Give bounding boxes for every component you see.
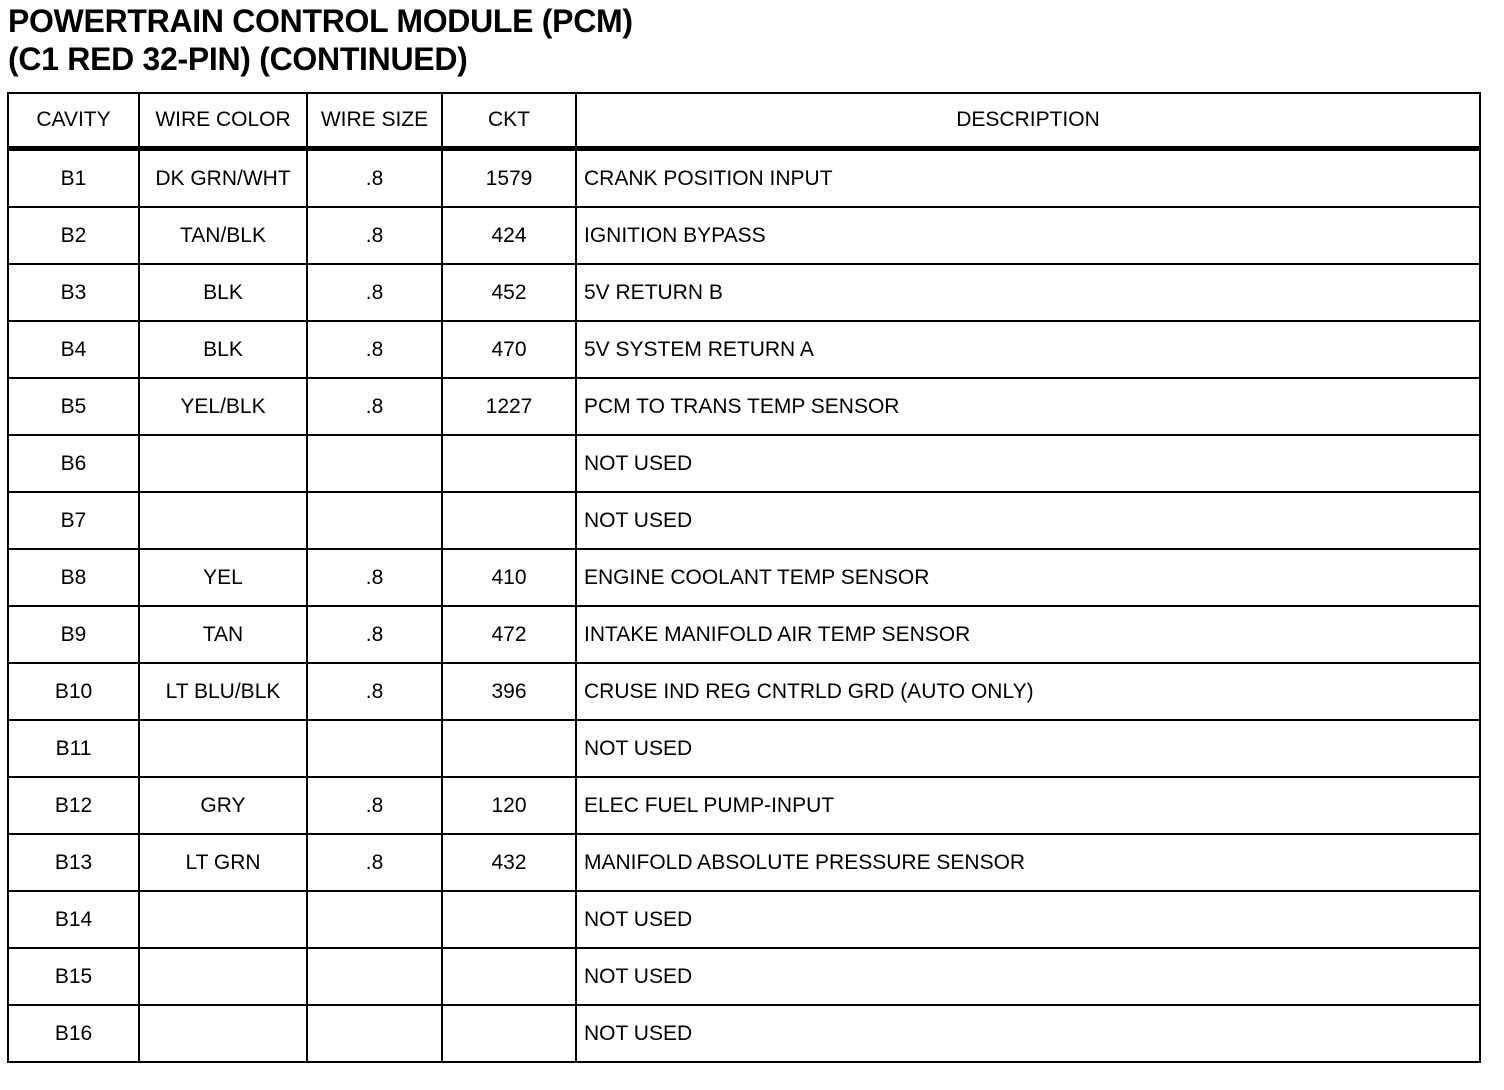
cell-description: CRANK POSITION INPUT [576, 149, 1480, 208]
page-title-line-1: POWERTRAIN CONTROL MODULE (PCM) [8, 3, 633, 39]
cell-cavity: B9 [8, 606, 139, 663]
cell-cavity: B15 [8, 948, 139, 1005]
cell-cavity: B14 [8, 891, 139, 948]
page-title [8, 2, 633, 78]
cell-wire-size: .8 [307, 207, 442, 264]
cell-ckt: 470 [442, 321, 576, 378]
cell-description: NOT USED [576, 435, 1480, 492]
table-row [8, 606, 1480, 663]
cell-ckt [442, 948, 576, 1005]
cell-description: NOT USED [576, 492, 1480, 549]
cell-wire-color [139, 492, 307, 549]
cell-ckt: 396 [442, 663, 576, 720]
cell-cavity: B3 [8, 264, 139, 321]
cell-wire-size [307, 891, 442, 948]
page-title-line-2: (C1 RED 32-PIN) (CONTINUED) [8, 41, 468, 77]
cell-wire-size: .8 [307, 149, 442, 208]
pin-out-table [7, 92, 1481, 1063]
cell-description: INTAKE MANIFOLD AIR TEMP SENSOR [576, 606, 1480, 663]
cell-cavity: B2 [8, 207, 139, 264]
table-row [8, 264, 1480, 321]
table-row [8, 891, 1480, 948]
table-row [8, 948, 1480, 1005]
table-row [8, 378, 1480, 435]
cell-wire-size: .8 [307, 321, 442, 378]
cell-ckt: 424 [442, 207, 576, 264]
cell-ckt: 432 [442, 834, 576, 891]
cell-cavity: B10 [8, 663, 139, 720]
cell-description: ENGINE COOLANT TEMP SENSOR [576, 549, 1480, 606]
header-ckt: CKT [442, 93, 576, 149]
cell-wire-color: TAN [139, 606, 307, 663]
cell-ckt [442, 435, 576, 492]
cell-wire-color: LT BLU/BLK [139, 663, 307, 720]
cell-cavity: B6 [8, 435, 139, 492]
table-row [8, 663, 1480, 720]
cell-wire-color: BLK [139, 264, 307, 321]
cell-cavity: B1 [8, 149, 139, 208]
cell-cavity: B4 [8, 321, 139, 378]
header-wire-color: WIRE COLOR [139, 93, 307, 149]
table-row [8, 207, 1480, 264]
cell-wire-size [307, 720, 442, 777]
cell-wire-size: .8 [307, 264, 442, 321]
cell-wire-size: .8 [307, 606, 442, 663]
cell-description: 5V RETURN B [576, 264, 1480, 321]
cell-description: PCM TO TRANS TEMP SENSOR [576, 378, 1480, 435]
table-header [8, 93, 1480, 149]
cell-wire-size [307, 492, 442, 549]
cell-wire-size [307, 1005, 442, 1062]
cell-wire-color: BLK [139, 321, 307, 378]
table-row [8, 777, 1480, 834]
header-wire-size: WIRE SIZE [307, 93, 442, 149]
cell-wire-size [307, 435, 442, 492]
cell-ckt [442, 492, 576, 549]
cell-wire-size: .8 [307, 663, 442, 720]
cell-wire-color [139, 1005, 307, 1062]
cell-ckt: 472 [442, 606, 576, 663]
cell-wire-color [139, 435, 307, 492]
cell-wire-size [307, 948, 442, 1005]
cell-description: 5V SYSTEM RETURN A [576, 321, 1480, 378]
cell-wire-color: YEL [139, 549, 307, 606]
table-row [8, 549, 1480, 606]
cell-cavity: B16 [8, 1005, 139, 1062]
header-description: DESCRIPTION [576, 93, 1480, 149]
cell-description: CRUSE IND REG CNTRLD GRD (AUTO ONLY) [576, 663, 1480, 720]
cell-description: NOT USED [576, 891, 1480, 948]
cell-ckt: 410 [442, 549, 576, 606]
cell-wire-color: GRY [139, 777, 307, 834]
cell-ckt: 452 [442, 264, 576, 321]
cell-ckt [442, 720, 576, 777]
cell-wire-size: .8 [307, 834, 442, 891]
table-row [8, 834, 1480, 891]
cell-wire-color [139, 948, 307, 1005]
cell-ckt: 1579 [442, 149, 576, 208]
cell-cavity: B12 [8, 777, 139, 834]
cell-wire-color [139, 720, 307, 777]
table-row [8, 149, 1480, 208]
cell-wire-size: .8 [307, 549, 442, 606]
cell-wire-color: YEL/BLK [139, 378, 307, 435]
cell-cavity: B8 [8, 549, 139, 606]
cell-wire-color: LT GRN [139, 834, 307, 891]
table-row [8, 1005, 1480, 1062]
table-row [8, 321, 1480, 378]
cell-wire-color: DK GRN/WHT [139, 149, 307, 208]
cell-description: NOT USED [576, 948, 1480, 1005]
cell-cavity: B5 [8, 378, 139, 435]
table-row [8, 435, 1480, 492]
table-body [8, 149, 1480, 1063]
cell-cavity: B13 [8, 834, 139, 891]
cell-ckt [442, 1005, 576, 1062]
cell-description: NOT USED [576, 1005, 1480, 1062]
cell-ckt: 120 [442, 777, 576, 834]
table-row [8, 720, 1480, 777]
cell-ckt [442, 891, 576, 948]
cell-wire-color [139, 891, 307, 948]
header-cavity: CAVITY [8, 93, 139, 149]
header-row [8, 93, 1480, 149]
cell-wire-color: TAN/BLK [139, 207, 307, 264]
cell-wire-size: .8 [307, 378, 442, 435]
cell-ckt: 1227 [442, 378, 576, 435]
cell-description: MANIFOLD ABSOLUTE PRESSURE SENSOR [576, 834, 1480, 891]
table-row [8, 492, 1480, 549]
cell-cavity: B11 [8, 720, 139, 777]
cell-description: NOT USED [576, 720, 1480, 777]
cell-cavity: B7 [8, 492, 139, 549]
cell-description: ELEC FUEL PUMP-INPUT [576, 777, 1480, 834]
cell-description: IGNITION BYPASS [576, 207, 1480, 264]
cell-wire-size: .8 [307, 777, 442, 834]
